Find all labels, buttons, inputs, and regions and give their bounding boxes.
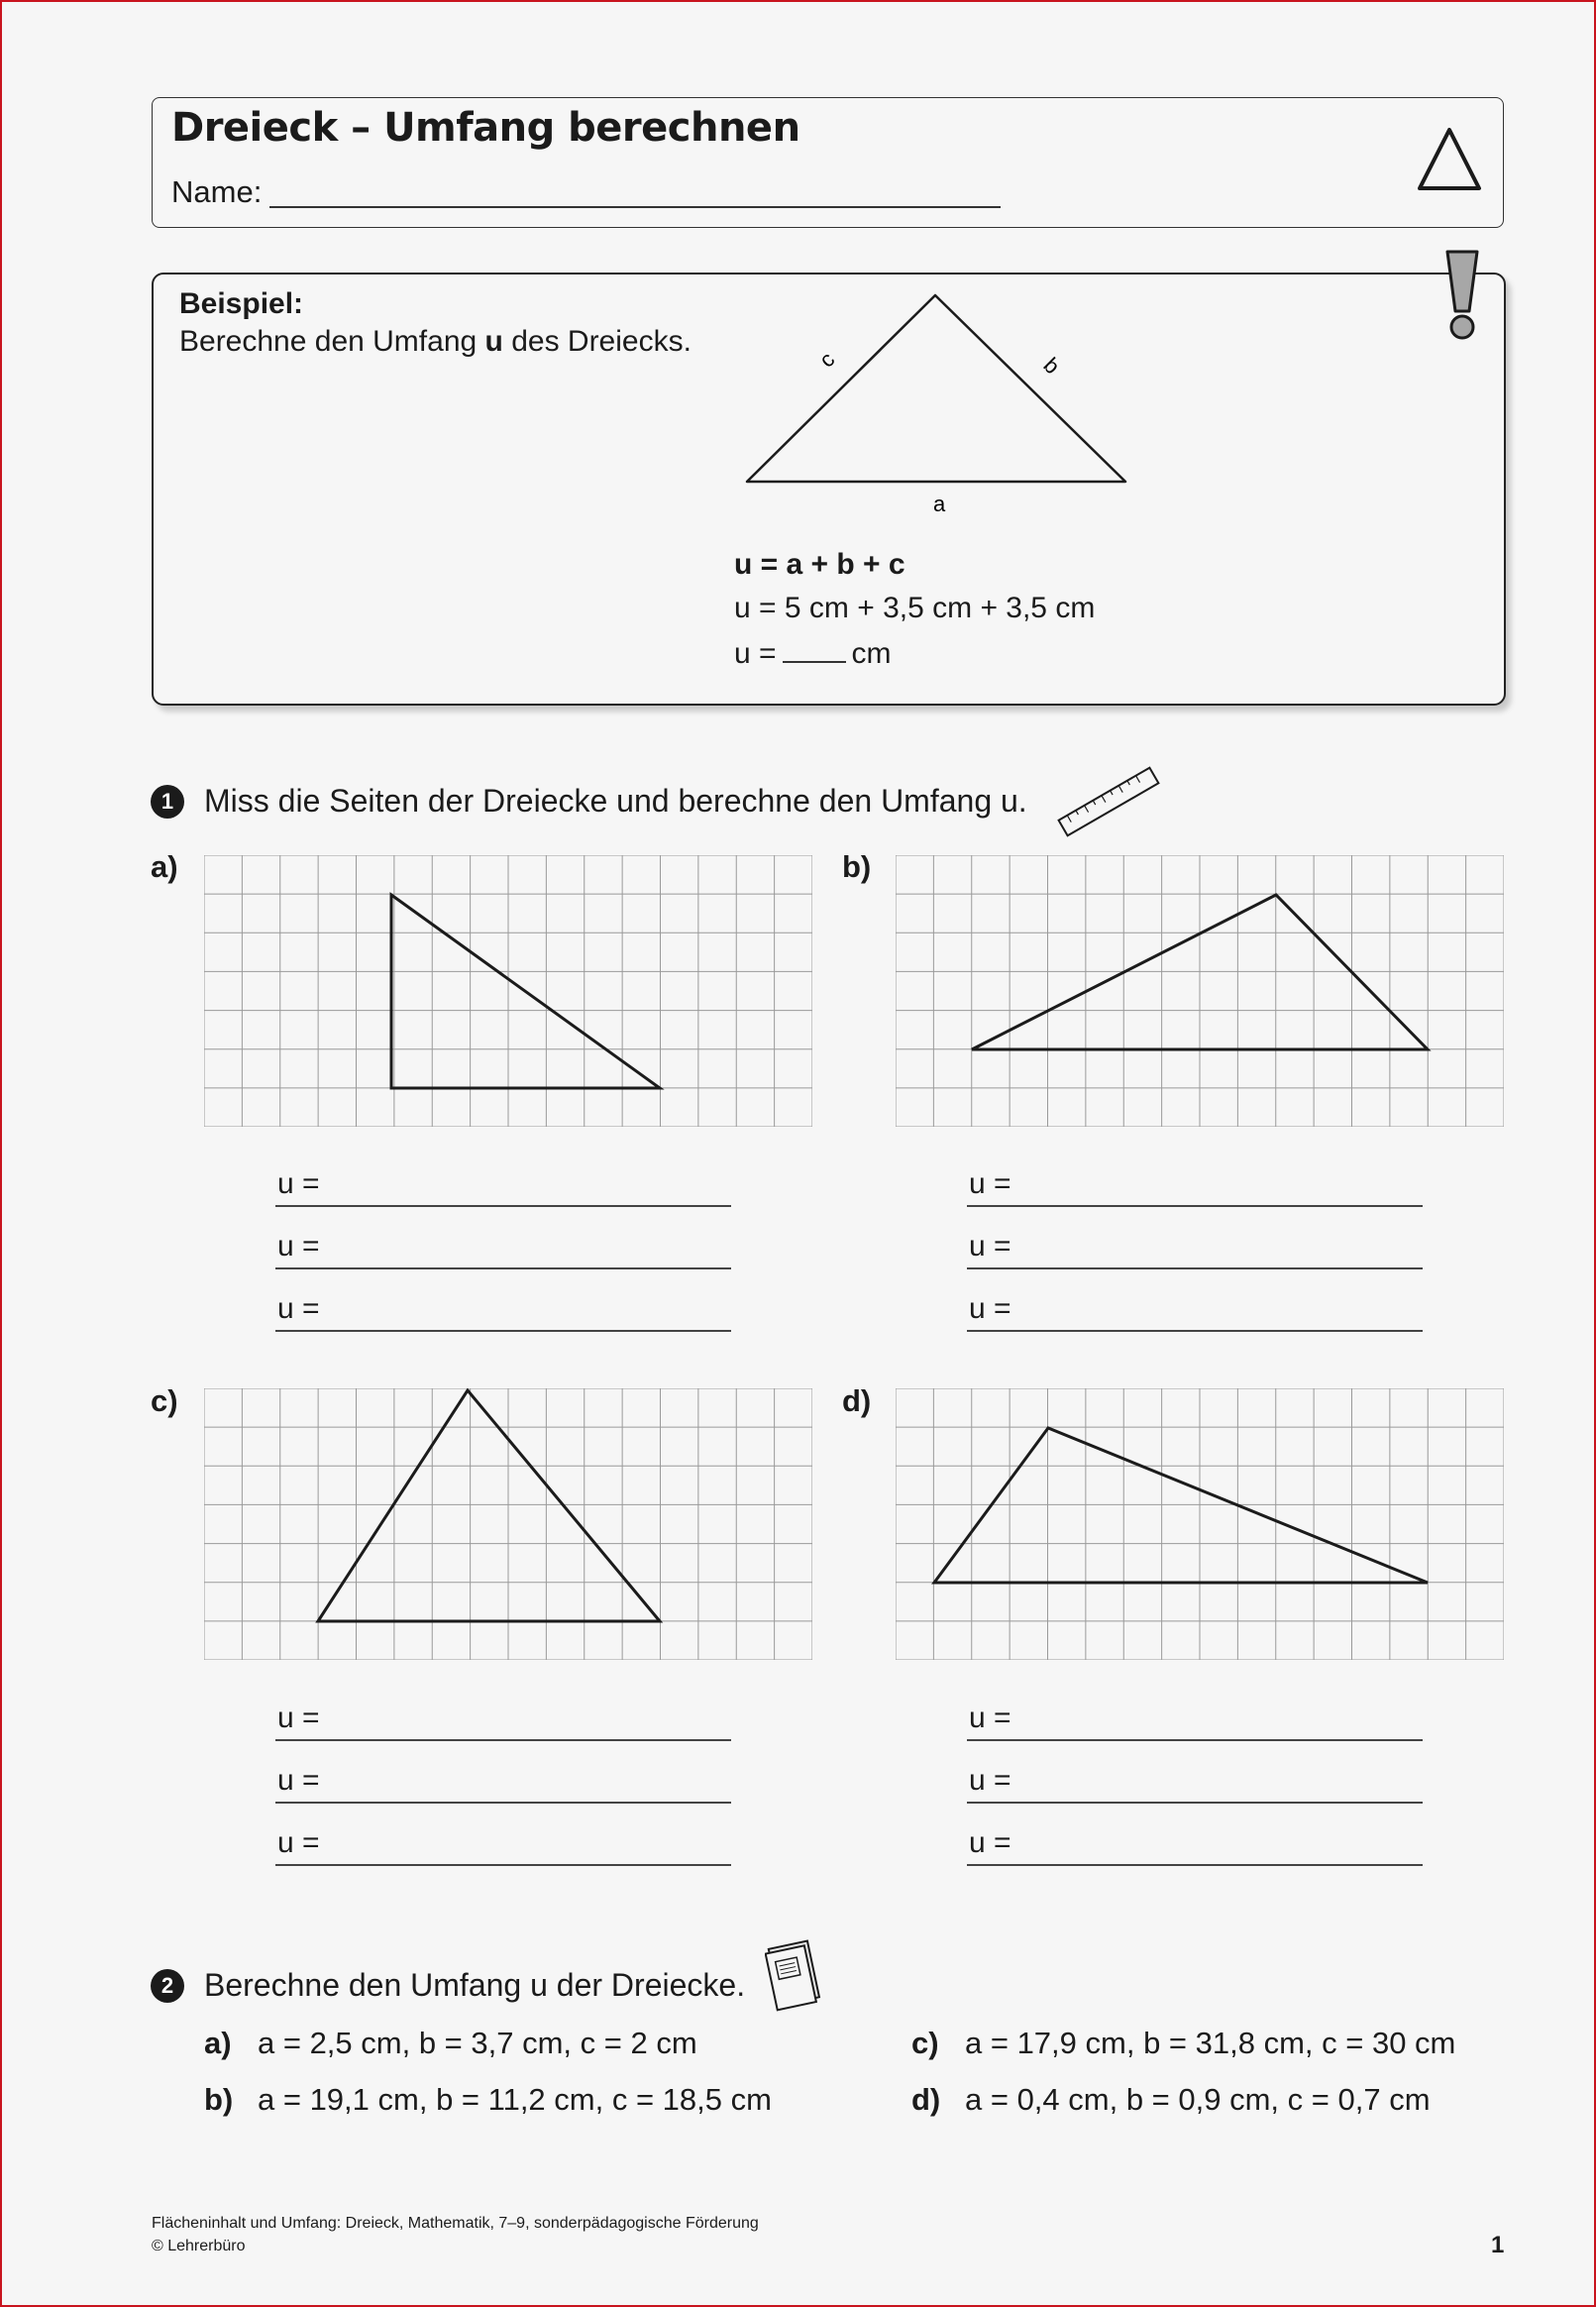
example-triangle [733,287,1129,525]
triangle-icon [1415,125,1484,194]
answer-line[interactable]: u = [275,1762,731,1804]
grid-b [896,855,1504,1127]
ruler-icon [1054,757,1163,846]
answer-line[interactable]: u = [275,1228,731,1269]
footer-copyright: © Lehrerbüro [152,2238,246,2254]
side-b-label: b [1038,352,1065,380]
calc-item-b: b) a = 19,1 cm, b = 11,2 cm, c = 18,5 cm [204,2082,772,2117]
subtask-label-a: a) [151,849,178,884]
perimeter-formula: u = a + b + c [734,548,905,581]
example-instruction: Berechne den Umfang u des Dreiecks. [179,325,692,358]
task-number: 2 [151,1969,184,2003]
answer-line[interactable]: u = [967,1762,1423,1804]
grid-lines [204,855,812,1127]
answer-line[interactable]: u = [275,1165,731,1207]
subtask-label-d: d) [842,1383,872,1418]
answer-line[interactable]: u = [275,1700,731,1741]
grid-lines [896,1388,1504,1660]
subtask-label-b: b) [842,849,872,884]
notebook-icon [765,1936,824,2016]
name-label: Name: [171,174,263,209]
answer-line[interactable]: u = [967,1290,1423,1332]
result-blank[interactable] [783,635,846,663]
grid-c [204,1388,812,1660]
grid-d [896,1388,1504,1660]
subtask-label-c: c) [151,1383,178,1418]
perimeter-calculation: u = 5 cm + 3,5 cm + 3,5 cm [734,592,1096,624]
answer-line[interactable]: u = [967,1700,1423,1741]
side-c-label: c [813,347,840,373]
calc-item-d: d) a = 0,4 cm, b = 0,9 cm, c = 0,7 cm [911,2082,1431,2117]
perimeter-result: u = cm [734,637,892,670]
answer-line[interactable]: u = [967,1165,1423,1207]
page-number: 1 [1491,2232,1505,2258]
grid-lines [204,1388,812,1660]
side-a-label: a [933,492,946,516]
answer-line[interactable]: u = [967,1824,1423,1866]
exclamation-icon [1442,250,1482,341]
answer-line[interactable]: u = [967,1228,1423,1269]
answer-line[interactable]: u = [275,1290,731,1332]
calc-item-a: a) a = 2,5 cm, b = 3,7 cm, c = 2 cm [204,2026,697,2060]
answer-line[interactable]: u = [275,1824,731,1866]
grid-a [204,855,812,1127]
task2-instruction: Berechne den Umfang u der Dreiecke. [204,1967,746,2003]
footer-source: Flächeninhalt und Umfang: Dreieck, Mathematik, 7–9, sonderpädagogische Förderung [152,2215,759,2232]
example-title: Beispiel: [179,287,304,320]
grid-lines [896,855,1504,1127]
name-input-line[interactable] [269,206,1001,208]
task-number: 1 [151,785,184,819]
task1-instruction: Miss die Seiten der Dreiecke und berechne den Umfang u. [204,783,1027,819]
calc-item-c: c) a = 17,9 cm, b = 31,8 cm, c = 30 cm [911,2026,1456,2060]
worksheet-title: Dreieck – Umfang berechnen [171,105,800,151]
